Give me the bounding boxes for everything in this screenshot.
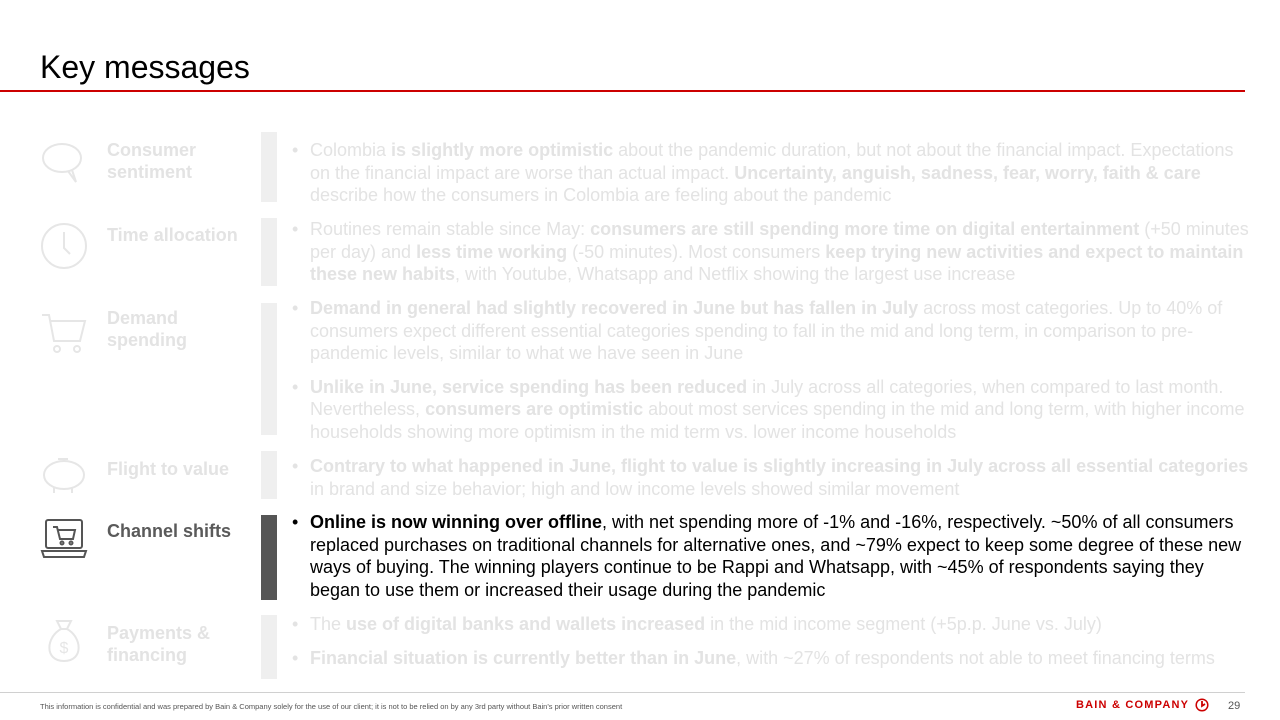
section-label: Flight to value (107, 459, 230, 479)
clock-icon (40, 222, 88, 270)
section-bar (261, 132, 277, 202)
section-payments-financing (0, 613, 1280, 683)
bullet-text: , with ~27% of respondents not able to meet financing terms (736, 647, 1215, 668)
section-bar (261, 451, 277, 499)
bullet-text: (+50 minutes per day) and (310, 219, 1249, 262)
bullet-emphasis: less time working (416, 241, 568, 262)
bullet-item (292, 455, 1252, 500)
page-title: Key messages (40, 49, 250, 85)
section-label: Time allocation (107, 225, 238, 245)
bullet-text: (-50 minutes). Most consumers (567, 241, 826, 262)
bullet-text: , with net spending more of -1% and -16%, respectively. ~50% of all consumers replaced purchases on traditional channels for alternative ones, and ~79% expect to keep some degree of these new ways of buying. The winning players continue to be Rappi and Whatsapp, with ~45% of respondents saying they began to use them or increased their usage during the pandemic (310, 512, 1242, 600)
svg-text:$: $ (59, 640, 69, 657)
section-label: Consumer sentiment (107, 140, 197, 182)
footer-divider (0, 692, 1245, 693)
section-bullets (292, 511, 1252, 612)
bullet-text: across most categories. Up to 40% of consumers expect different essential categories spending to fall in the mid and long term, in comparison to pre-pandemic levels, similar to what we have seen in June (310, 298, 1223, 363)
bullet-emphasis: consumers are still spending more time on digital entertainment (590, 219, 1140, 239)
section-bullets (292, 139, 1252, 218)
bullet-emphasis: Unlike in June, service spending has been reduced (310, 376, 748, 397)
section-bar (261, 218, 277, 286)
bullet-item (292, 376, 1252, 444)
section-time-allocation (0, 218, 1280, 288)
bullet-emphasis: Uncertainty, anguish, sadness, fear, worry, faith & care (734, 162, 1201, 183)
bullet-emphasis: Demand in general had slightly recovered in June but has fallen in July (310, 298, 919, 318)
section-demand-spending (0, 297, 1280, 442)
confidentiality-note: This information is confidential and was prepared by Bain & Company solely for the use of our client; it is not to be relied on by any 3rd party without Bain's prior written consent (40, 702, 623, 711)
bullet-item (292, 139, 1252, 207)
bullet-emphasis: Financial situation is currently better than in June (310, 647, 737, 668)
bullet-emphasis: consumers are optimistic (425, 399, 644, 419)
section-label: Demand spending (107, 308, 187, 350)
bullet-emphasis: Online is now winning over offline (310, 512, 603, 532)
section-bullets (292, 613, 1252, 680)
bullet-text: in brand and size behavior; high and low income levels showed similar movement (310, 478, 960, 499)
logo-text: BAIN & COMPANY (1076, 699, 1190, 711)
speech-bubble-icon (40, 138, 88, 186)
section-bar (261, 303, 277, 435)
bullet-text: The (310, 614, 347, 634)
bullet-text: Routines remain stable since May: (310, 219, 591, 239)
bain-logo-icon (1195, 698, 1209, 712)
bullet-item (292, 511, 1252, 601)
section-bullets (292, 455, 1252, 511)
bullet-emphasis: Contrary to what happened in June, flight to value is slightly increasing in July across all essential categories (310, 456, 1249, 476)
section-channel-shifts (0, 511, 1280, 603)
page-number: 29 (1228, 700, 1241, 712)
bullet-emphasis: use of digital banks and wallets increased (346, 614, 706, 634)
bullet-item (292, 218, 1252, 286)
bullet-emphasis: keep trying new activities and expect to maintain these new habits (310, 241, 1244, 284)
section-bar (261, 515, 277, 600)
section-label: Payments & financing (107, 623, 211, 665)
bullet-item (292, 647, 1252, 670)
piggy-bank-icon (40, 449, 88, 497)
section-label: Channel shifts (107, 521, 232, 541)
section-bar (261, 615, 277, 679)
title-divider (0, 90, 1245, 92)
section-bullets (292, 218, 1252, 297)
bullet-text: Colombia (310, 140, 392, 160)
section-flight-to-value (0, 455, 1280, 503)
bullet-text: in July across all categories, when compared to last month. Nevertheless, (310, 376, 1224, 419)
bullet-text: in the mid income segment (+5p.p. June vs. July) (705, 614, 1102, 634)
bullet-text: describe how the consumers in Colombia are feeling about the pandemic (310, 185, 892, 205)
section-bullets (292, 297, 1252, 454)
company-logo (1076, 698, 1209, 712)
shopping-cart-icon (40, 309, 88, 357)
bullet-emphasis: is slightly more optimistic (391, 140, 614, 160)
section-consumer-sentiment (0, 136, 1280, 206)
laptop-cart-icon (40, 515, 88, 563)
bullet-text: about the pandemic duration, but not about the financial impact. Expectations on the financial impact are worse than actual impact. (310, 140, 1234, 183)
money-bag-icon (40, 617, 88, 665)
bullet-item (292, 297, 1252, 365)
bullet-item (292, 613, 1252, 636)
bullet-text: , with Youtube, Whatsapp and Netflix showing the largest use increase (455, 264, 1016, 284)
bullet-text: about most services spending in the mid and long term, with higher income households showing more optimism in the mid term vs. lower income households (310, 399, 1245, 442)
